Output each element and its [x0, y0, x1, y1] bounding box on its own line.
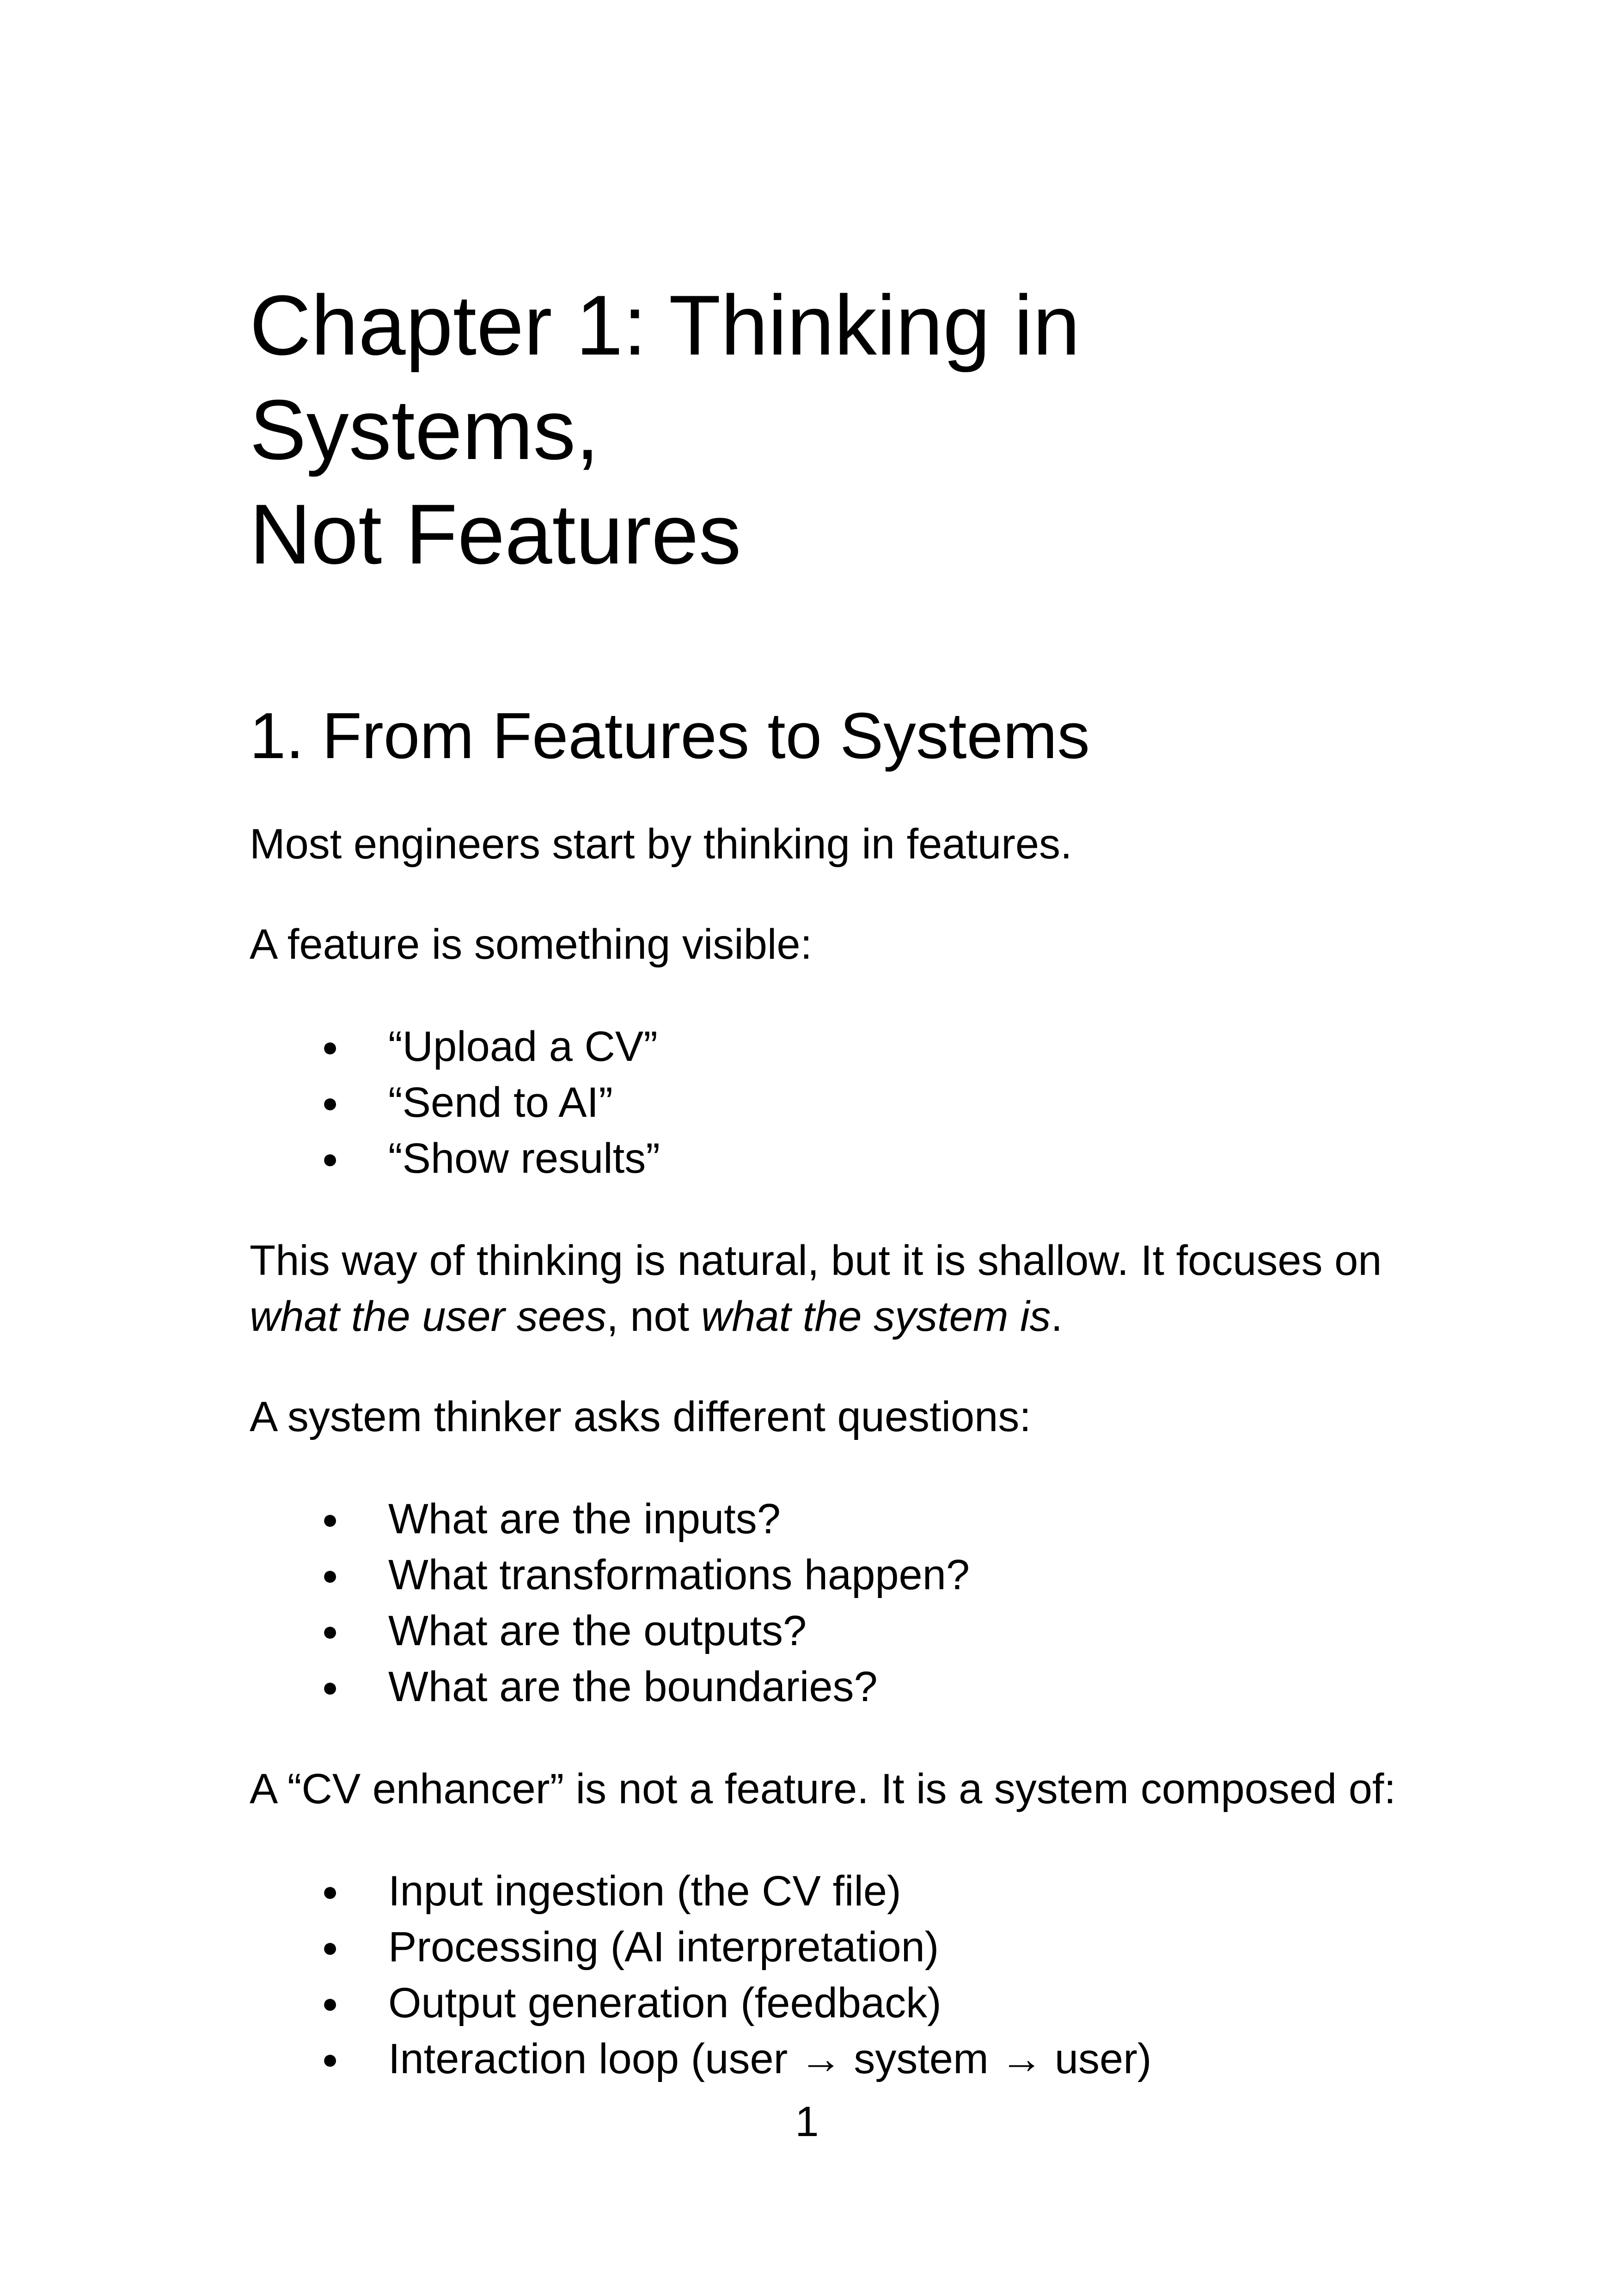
paragraph-text: . [1051, 1293, 1063, 1340]
list-item-text: “Upload a CV” [388, 1023, 658, 1070]
feature-list [250, 1019, 1433, 1187]
list-item [250, 1659, 1433, 1715]
page-number: 1 [795, 2098, 819, 2145]
list-item [250, 1491, 1433, 1547]
list-item [250, 1131, 1433, 1187]
bullet-icon: ● [322, 1876, 339, 1907]
chapter-title [250, 273, 1433, 586]
bullet-icon: ● [322, 1560, 339, 1591]
paragraph-system-thinker: A system thinker asks different questions: [250, 1393, 1031, 1440]
bullet-icon: ● [322, 1504, 339, 1535]
bullet-icon: ● [322, 1988, 339, 2019]
bullet-icon: ● [322, 1031, 339, 1062]
list-item [250, 1919, 1433, 1975]
bullet-icon: ● [322, 1143, 339, 1174]
list-item [250, 1547, 1433, 1603]
list-item [250, 1603, 1433, 1659]
bullet-icon: ● [322, 1932, 339, 1963]
bullet-icon: ● [322, 1671, 339, 1702]
list-item-text: What are the outputs? [388, 1607, 807, 1654]
paragraph-text: , not [606, 1293, 701, 1340]
bullet-icon: ● [322, 1087, 339, 1118]
list-item-text: Interaction loop (user → system → user) [388, 2035, 1152, 2082]
bullet-icon: ● [322, 2044, 339, 2075]
section-heading: 1. From Features to Systems [250, 699, 1090, 772]
list-item-text: What are the boundaries? [388, 1663, 878, 1710]
list-item-text: What transformations happen? [388, 1551, 970, 1598]
list-item-text: What are the inputs? [388, 1495, 781, 1543]
list-item [250, 1975, 1433, 2031]
paragraph-feature-definition: A feature is something visible: [250, 921, 813, 968]
paragraph-intro: Most engineers start by thinking in features. [250, 820, 1072, 868]
paragraph-text: This way of thinking is natural, but it is shallow. It focuses on [250, 1237, 1382, 1284]
list-item-text: Output generation (feedback) [388, 1979, 942, 2027]
system-component-list [250, 1863, 1433, 2087]
bullet-icon: ● [322, 1616, 339, 1647]
list-item [250, 2031, 1433, 2087]
emphasis-user-sees: what the user sees [250, 1293, 607, 1340]
paragraph-cv-enhancer: A “CV enhancer” is not a feature. It is a system composed of: [250, 1765, 1396, 1812]
chapter-title-line-2: Not Features [250, 486, 741, 582]
list-item-text: “Send to AI” [388, 1079, 613, 1126]
list-item [250, 1019, 1433, 1075]
emphasis-system-is: what the system is [701, 1293, 1051, 1340]
paragraph-shallow-thinking [250, 1233, 1433, 1345]
list-item [250, 1075, 1433, 1131]
page-content [250, 273, 1433, 2087]
list-item [250, 1863, 1433, 1919]
question-list [250, 1491, 1433, 1715]
list-item-text: “Show results” [388, 1135, 660, 1182]
chapter-title-line-1: Chapter 1: Thinking in Systems, [250, 277, 1080, 477]
list-item-text: Processing (AI interpretation) [388, 1923, 939, 1971]
list-item-text: Input ingestion (the CV file) [388, 1867, 901, 1915]
